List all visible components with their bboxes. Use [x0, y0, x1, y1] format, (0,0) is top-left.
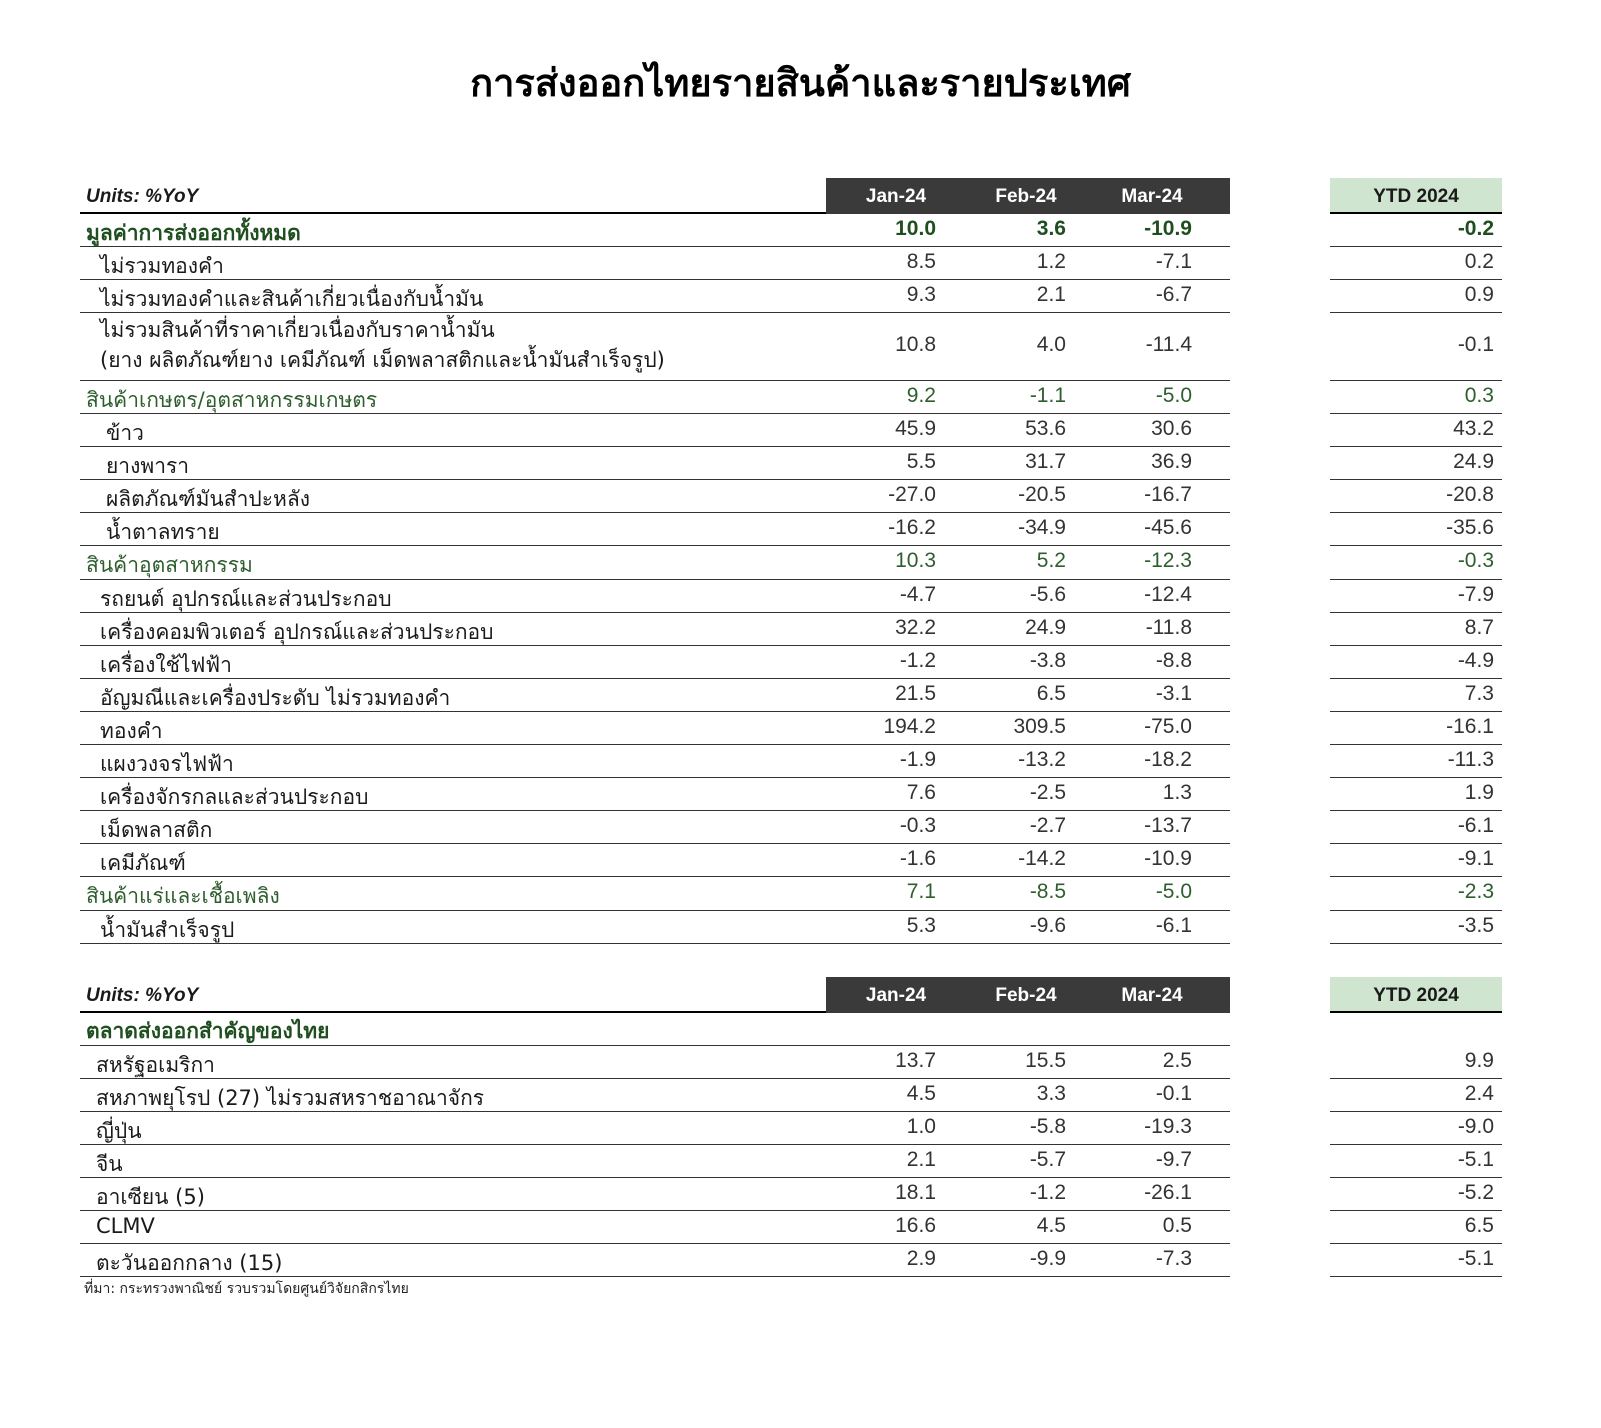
value-feb: -1.1 — [1029, 384, 1066, 407]
value-jan: 10.0 — [895, 217, 936, 240]
value-jan: -4.7 — [899, 583, 936, 606]
table-row — [80, 877, 1510, 911]
row-label: เม็ดพลาสติก — [100, 818, 213, 842]
value-jan: -1.6 — [899, 847, 936, 870]
value-feb: -9.9 — [1029, 1247, 1066, 1270]
row-label: สหภาพยุโรป (27) ไม่รวมสหราชอาณาจักร — [96, 1086, 485, 1110]
value-jan: 13.7 — [895, 1049, 936, 1072]
value-mar: -12.4 — [1144, 583, 1192, 606]
value-ytd: -16.1 — [1446, 715, 1494, 738]
table-header — [80, 977, 1510, 1013]
row-label: ญี่ปุ่น — [96, 1119, 142, 1143]
value-feb: 309.5 — [1013, 715, 1066, 738]
value-jan: 10.3 — [895, 549, 936, 572]
value-mar: 30.6 — [1151, 417, 1192, 440]
value-feb: -5.8 — [1029, 1115, 1066, 1138]
row-label: ไม่รวมสินค้าที่ราคาเกี่ยวเนื่องกับราคาน้ำมัน (ยาง ผลิตภัณฑ์ยาง เคมีภัณฑ์ เม็ดพลาสติกและน้ำมันสำเร็จรูป) — [100, 318, 665, 372]
ytd-header: YTD 2024 — [1330, 977, 1502, 1013]
row-label: สหรัฐอเมริกา — [96, 1053, 215, 1077]
value-ytd: -9.1 — [1457, 847, 1494, 870]
table-row — [80, 613, 1510, 646]
table-row — [80, 381, 1510, 414]
value-jan: 5.3 — [906, 914, 936, 937]
table-row — [80, 480, 1510, 513]
value-mar: 1.3 — [1162, 781, 1192, 804]
value-ytd: -20.8 — [1446, 483, 1494, 506]
value-mar: -11.4 — [1145, 333, 1192, 356]
value-feb: -5.7 — [1029, 1148, 1066, 1171]
value-jan: 18.1 — [895, 1181, 936, 1204]
value-mar: -10.9 — [1144, 847, 1192, 870]
value-ytd: -35.6 — [1446, 516, 1494, 539]
table-row — [80, 447, 1510, 480]
value-mar: -12.3 — [1144, 549, 1192, 572]
value-mar: -18.2 — [1144, 748, 1192, 771]
value-ytd: -7.9 — [1457, 583, 1494, 606]
row-label: น้ำตาลทราย — [106, 520, 220, 544]
value-mar: -3.1 — [1155, 682, 1192, 705]
value-jan: 21.5 — [895, 682, 936, 705]
value-feb: 4.5 — [1036, 1214, 1066, 1237]
product-export-table — [80, 178, 1510, 944]
value-mar: -9.7 — [1155, 1148, 1192, 1171]
month-header — [826, 178, 1230, 214]
value-mar: -0.1 — [1155, 1082, 1192, 1105]
table-row — [80, 1046, 1510, 1079]
value-mar: -5.0 — [1155, 384, 1192, 407]
header-mar: Mar-24 — [1121, 186, 1183, 207]
row-label: แผงวงจรไฟฟ้า — [100, 752, 234, 776]
value-feb: 2.1 — [1036, 283, 1066, 306]
value-feb: 6.5 — [1036, 682, 1066, 705]
value-jan: 194.2 — [883, 715, 936, 738]
table-row — [80, 811, 1510, 844]
value-ytd: 8.7 — [1464, 616, 1494, 639]
value-ytd: -9.0 — [1457, 1115, 1494, 1138]
row-label: รถยนต์ อุปกรณ์และส่วนประกอบ — [100, 587, 392, 611]
value-jan: 5.5 — [906, 450, 936, 473]
value-mar: -7.1 — [1155, 250, 1192, 273]
ytd-header: YTD 2024 — [1330, 178, 1502, 214]
value-mar: -26.1 — [1144, 1181, 1192, 1204]
value-feb: 15.5 — [1025, 1049, 1066, 1072]
value-feb: -9.6 — [1029, 914, 1066, 937]
table-row — [80, 513, 1510, 546]
value-jan: 7.6 — [906, 781, 936, 804]
value-jan: -0.3 — [899, 814, 936, 837]
row-label: เครื่องคอมพิวเตอร์ อุปกรณ์และส่วนประกอบ — [100, 620, 494, 644]
table-row — [80, 414, 1510, 447]
source-note: ที่มา: กระทรวงพาณิชย์ รวบรวมโดยศูนย์วิจัยกสิกรไทย — [84, 1281, 409, 1297]
header-feb: Feb-24 — [995, 186, 1057, 207]
value-jan: 10.8 — [895, 333, 936, 356]
table-row — [80, 1112, 1510, 1145]
value-feb: -13.2 — [1018, 748, 1066, 771]
table-row — [80, 712, 1510, 745]
table-row — [80, 1145, 1510, 1178]
value-jan: 7.1 — [906, 880, 936, 903]
row-label: อัญมณีและเครื่องประดับ ไม่รวมทองคำ — [100, 686, 451, 710]
value-jan: 45.9 — [895, 417, 936, 440]
value-ytd: 7.3 — [1464, 682, 1494, 705]
value-ytd: 9.9 — [1464, 1049, 1494, 1072]
table-row — [80, 280, 1510, 313]
value-feb: -14.2 — [1018, 847, 1066, 870]
table-row — [80, 214, 1510, 247]
row-label: จีน — [96, 1152, 123, 1176]
value-ytd: 0.2 — [1464, 250, 1494, 273]
value-ytd: -0.1 — [1457, 333, 1494, 356]
row-label: CLMV — [96, 1214, 155, 1238]
value-mar: -16.7 — [1144, 483, 1192, 506]
value-ytd: -4.9 — [1457, 649, 1494, 672]
value-feb: 3.3 — [1036, 1082, 1066, 1105]
value-jan: 2.1 — [906, 1148, 936, 1171]
value-ytd: -0.2 — [1457, 217, 1494, 240]
value-mar: -10.9 — [1144, 217, 1192, 240]
value-mar: 0.5 — [1162, 1214, 1192, 1237]
value-jan: 8.5 — [906, 250, 936, 273]
value-feb: -3.8 — [1029, 649, 1066, 672]
value-ytd: -2.3 — [1457, 880, 1494, 903]
value-mar: 2.5 — [1162, 1049, 1192, 1072]
row-label: ข้าว — [106, 421, 144, 445]
row-label: เครื่องใช้ไฟฟ้า — [100, 653, 232, 677]
value-feb: -2.7 — [1029, 814, 1066, 837]
table-row — [80, 911, 1510, 944]
value-jan: -1.9 — [899, 748, 936, 771]
value-feb: 1.2 — [1036, 250, 1066, 273]
value-jan: 9.2 — [906, 384, 936, 407]
table-row — [80, 1244, 1510, 1277]
value-mar: -8.8 — [1155, 649, 1192, 672]
row-label: อาเซียน (5) — [96, 1185, 205, 1209]
units-label: Units: %YoY — [86, 985, 199, 1006]
table-row — [80, 1079, 1510, 1112]
table-row — [80, 546, 1510, 580]
row-label: สินค้าแร่และเชื้อเพลิง — [86, 884, 280, 908]
value-jan: 2.9 — [906, 1247, 936, 1270]
table-row — [80, 580, 1510, 613]
value-feb: 24.9 — [1025, 616, 1066, 639]
row-label: ทองคำ — [100, 719, 163, 743]
value-ytd: 1.9 — [1464, 781, 1494, 804]
value-ytd: -11.3 — [1447, 748, 1494, 771]
value-jan: 16.6 — [895, 1214, 936, 1237]
month-header — [826, 977, 1230, 1013]
table-row — [80, 844, 1510, 877]
header-jan: Jan-24 — [865, 985, 927, 1006]
value-feb: -34.9 — [1018, 516, 1066, 539]
value-ytd: -6.1 — [1457, 814, 1494, 837]
row-label: ไม่รวมทองคำ — [100, 254, 224, 278]
value-mar: -11.8 — [1145, 616, 1192, 639]
header-jan: Jan-24 — [865, 186, 927, 207]
value-mar: -6.7 — [1155, 283, 1192, 306]
value-jan: 1.0 — [906, 1115, 936, 1138]
value-ytd: 0.3 — [1464, 384, 1494, 407]
value-jan: -27.0 — [888, 483, 936, 506]
row-label: สินค้าอุตสาหกรรม — [86, 553, 253, 577]
value-ytd: -5.1 — [1457, 1247, 1494, 1270]
value-ytd: -0.3 — [1457, 549, 1494, 572]
value-mar: -5.0 — [1155, 880, 1192, 903]
table-row — [80, 646, 1510, 679]
table-row — [80, 1211, 1510, 1244]
value-feb: -8.5 — [1029, 880, 1066, 903]
table-header — [80, 178, 1510, 214]
table-row — [80, 1178, 1510, 1211]
value-mar: -13.7 — [1144, 814, 1192, 837]
value-ytd: 24.9 — [1453, 450, 1494, 473]
value-feb: -2.5 — [1029, 781, 1066, 804]
row-label: น้ำมันสำเร็จรูป — [100, 918, 235, 942]
value-jan: 4.5 — [906, 1082, 936, 1105]
value-feb: -5.6 — [1029, 583, 1066, 606]
value-feb: 4.0 — [1036, 333, 1066, 356]
value-ytd: 2.4 — [1464, 1082, 1494, 1105]
value-feb: 53.6 — [1025, 417, 1066, 440]
market-export-table — [80, 977, 1510, 1277]
value-jan: -16.2 — [888, 516, 936, 539]
row-label: ไม่รวมทองคำและสินค้าเกี่ยวเนื่องกับน้ำมัน — [100, 287, 484, 311]
value-feb: 5.2 — [1036, 549, 1066, 572]
value-feb: -1.2 — [1029, 1181, 1066, 1204]
row-label: เครื่องจักรกลและส่วนประกอบ — [100, 785, 369, 809]
table-row — [80, 679, 1510, 712]
value-mar: -6.1 — [1155, 914, 1192, 937]
table2-heading-row — [80, 1013, 1510, 1046]
value-feb: 3.6 — [1036, 217, 1066, 240]
value-mar: 36.9 — [1151, 450, 1192, 473]
table-row — [80, 313, 1510, 381]
table2-heading: ตลาดส่งออกสำคัญของไทย — [86, 1019, 330, 1043]
row-label: ผลิตภัณฑ์มันสำปะหลัง — [106, 487, 310, 511]
row-label: เคมีภัณฑ์ — [100, 851, 186, 875]
value-ytd: -5.1 — [1457, 1148, 1494, 1171]
row-label: มูลค่าการส่งออกทั้งหมด — [86, 221, 301, 245]
header-mar: Mar-24 — [1121, 985, 1183, 1006]
value-ytd: 0.9 — [1464, 283, 1494, 306]
row-label: ยางพารา — [106, 454, 190, 478]
value-jan: 32.2 — [895, 616, 936, 639]
page-title: การส่งออกไทยรายสินค้าและรายประเทศ — [470, 61, 1131, 105]
value-mar: -19.3 — [1144, 1115, 1192, 1138]
table-row — [80, 247, 1510, 280]
row-label: สินค้าเกษตร/อุตสาหกรรมเกษตร — [86, 388, 378, 412]
value-mar: -7.3 — [1155, 1247, 1192, 1270]
table-row — [80, 778, 1510, 811]
header-feb: Feb-24 — [995, 985, 1057, 1006]
value-ytd: -5.2 — [1457, 1181, 1494, 1204]
value-mar: -75.0 — [1144, 715, 1192, 738]
value-mar: -45.6 — [1144, 516, 1192, 539]
value-ytd: 6.5 — [1464, 1214, 1494, 1237]
value-ytd: -3.5 — [1457, 914, 1494, 937]
value-jan: -1.2 — [899, 649, 936, 672]
value-feb: -20.5 — [1018, 483, 1066, 506]
value-jan: 9.3 — [906, 283, 936, 306]
value-feb: 31.7 — [1025, 450, 1066, 473]
table-row — [80, 745, 1510, 778]
value-ytd: 43.2 — [1453, 417, 1494, 440]
row-label: ตะวันออกกลาง (15) — [96, 1251, 283, 1275]
units-label: Units: %YoY — [86, 186, 199, 207]
